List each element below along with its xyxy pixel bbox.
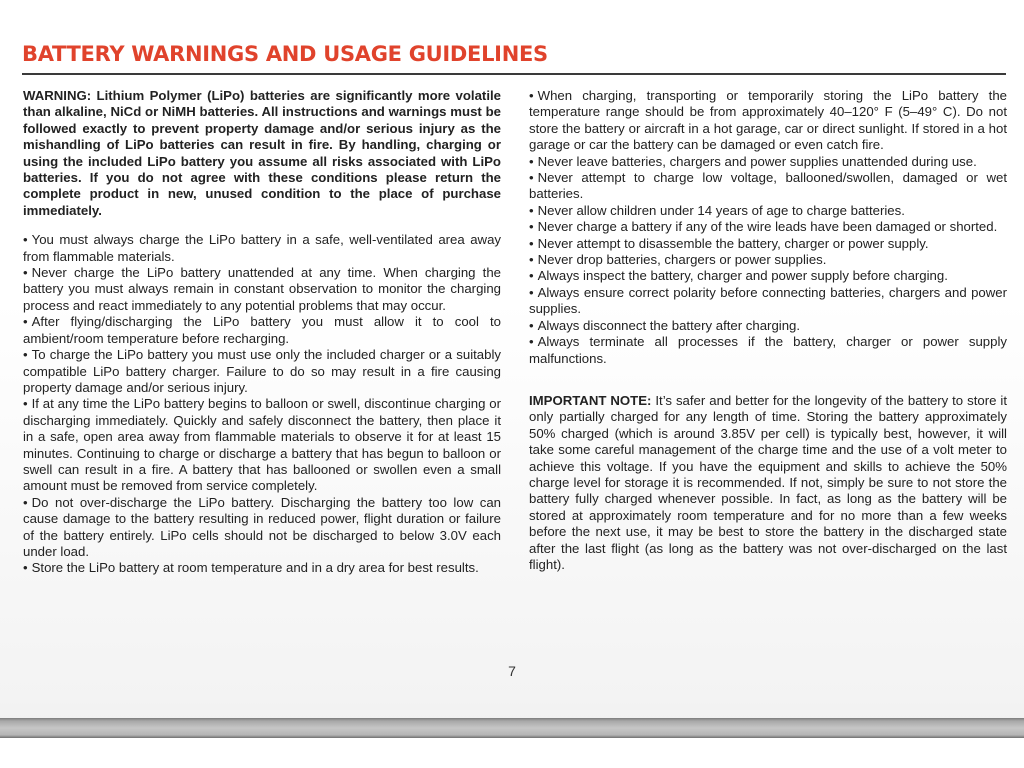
viewer-background bbox=[0, 738, 1024, 768]
list-item: • Store the LiPo battery at room temperature and in a dry area for best results. bbox=[23, 560, 479, 576]
bullet-icon: • bbox=[23, 347, 28, 363]
bullet-icon: • bbox=[529, 317, 534, 333]
important-note-label: IMPORTANT NOTE: bbox=[529, 392, 652, 408]
bullet-icon: • bbox=[529, 170, 534, 186]
bullet-icon: • bbox=[23, 232, 28, 248]
list-item: • If at any time the LiPo battery begins to balloon or swell, discontinue charging or discharging immediately. Quickly and safely disconnect the battery, then place it in a safe, open area away from flammable materials to observe it for at least 15 minutes. Continuing to charge or discharge a battery that has begun to balloon or swell can result in a fire. A battery that has ballooned or swollen even a small amount must be removed from service completely. bbox=[23, 396, 501, 494]
page-number: 7 bbox=[508, 663, 516, 679]
bullet-icon: • bbox=[529, 268, 534, 284]
bullet-icon: • bbox=[23, 396, 28, 412]
list-item: • Never attempt to charge low voltage, ballooned/swollen, damaged or wet batteries. bbox=[529, 170, 1007, 202]
bullet-icon: • bbox=[529, 235, 534, 251]
list-item: • Never drop batteries, chargers or power supplies. bbox=[529, 252, 827, 268]
bullet-icon: • bbox=[529, 284, 534, 300]
list-item: • Never leave batteries, chargers and power supplies unattended during use. bbox=[529, 153, 977, 169]
list-item: • Never charge the LiPo battery unattended at any time. When charging the battery you must always remain in constant observation to monitor the charging process and react immediately to any potential problems that may occur. bbox=[23, 265, 501, 313]
list-item: • Do not over-discharge the LiPo battery. Discharging the battery too low can cause damage to the battery resulting in reduced power, flight duration or failure of the battery entirely. LiPo cells should not be discharged to below 3.0V each under load. bbox=[23, 494, 501, 559]
list-item: • Always inspect the battery, charger and power supply before charging. bbox=[529, 268, 948, 284]
page-bottom-edge bbox=[0, 718, 1024, 738]
important-note bbox=[529, 393, 1007, 573]
bullet-icon: • bbox=[23, 494, 28, 510]
bullet-icon: • bbox=[529, 252, 534, 268]
list-item: • Never attempt to disassemble the battery, charger or power supply. bbox=[529, 235, 929, 251]
bullet-icon: • bbox=[529, 334, 534, 350]
bullet-icon: • bbox=[529, 88, 534, 103]
warning-paragraph: WARNING: Lithium Polymer (LiPo) batteries are significantly more volatile than alkaline, NiCd or NiMH batteries. All instructions and warnings must be followed exactly to prevent property damage and/or serious injury as the mishandling of LiPo batteries can result in fire. By handling, charging or using the included LiPo battery you assume all risks associated with LiPo batteries. If you do not agree with these conditions please return the complete product in new, unused condition to the place of purchase immediately. bbox=[23, 88, 501, 218]
bullet-icon: • bbox=[529, 153, 534, 169]
bullet-icon: • bbox=[23, 314, 28, 330]
list-item: • You must always charge the LiPo battery in a safe, well-ventilated area away from flammable materials. bbox=[23, 232, 501, 264]
list-item: • Never charge a battery if any of the wire leads have been damaged or shorted. bbox=[529, 219, 998, 235]
page-title: BATTERY WARNINGS AND USAGE GUIDELINES bbox=[22, 42, 548, 66]
right-column bbox=[529, 88, 1007, 573]
bullet-icon: • bbox=[23, 265, 28, 281]
list-item: • Always disconnect the battery after charging. bbox=[529, 317, 801, 333]
list-item: • Always terminate all processes if the battery, charger or power supply malfunctions. bbox=[529, 334, 1007, 366]
title-divider bbox=[22, 73, 1006, 75]
bullet-icon: • bbox=[23, 560, 28, 576]
list-item: • To charge the LiPo battery you must use only the included charger or a suitably compatible LiPo battery charger. Failure to do so may result in a fire causing property damage and/or serious injury. bbox=[23, 347, 501, 395]
list-item: • When charging, transporting or temporarily storing the LiPo battery the temperature range should be from approximately 40–120° F (5–49° C). Do not store the battery or aircraft in a hot garage, car or direct sunlight. If stored in a hot garage or car the battery can be damaged or even catch fire. bbox=[529, 88, 1007, 153]
list-item: • Never allow children under 14 years of age to charge batteries. bbox=[529, 202, 905, 218]
bullet-icon: • bbox=[529, 219, 534, 235]
list-item: • Always ensure correct polarity before connecting batteries, chargers and power supplies. bbox=[529, 284, 1007, 317]
bullet-icon: • bbox=[529, 202, 534, 218]
list-item: • After flying/discharging the LiPo battery you must allow it to cool to ambient/room temperature before recharging. bbox=[23, 314, 501, 346]
important-note-text: It’s safer and better for the longevity of the battery to store it only partially charged for any length of time. Storing the battery approximately 50% charged (which is around 3.85V per cell) is typically best, however, it will take some careful management of the charge time and the use of a volt meter to achieve this voltage. If you have the equipment and skills to achieve the 50% charge level for storage it is recommended. If not, simply be sure to not store the battery fully charged whenever possible. In fact, as long as the battery will be stored at approximately room temperature and for no more than a few weeks before the next use, it may be best to store the battery in the discharged state after the last flight (as long as the battery was not over-discharged on the last flight). bbox=[529, 392, 1007, 572]
left-column bbox=[23, 88, 501, 577]
